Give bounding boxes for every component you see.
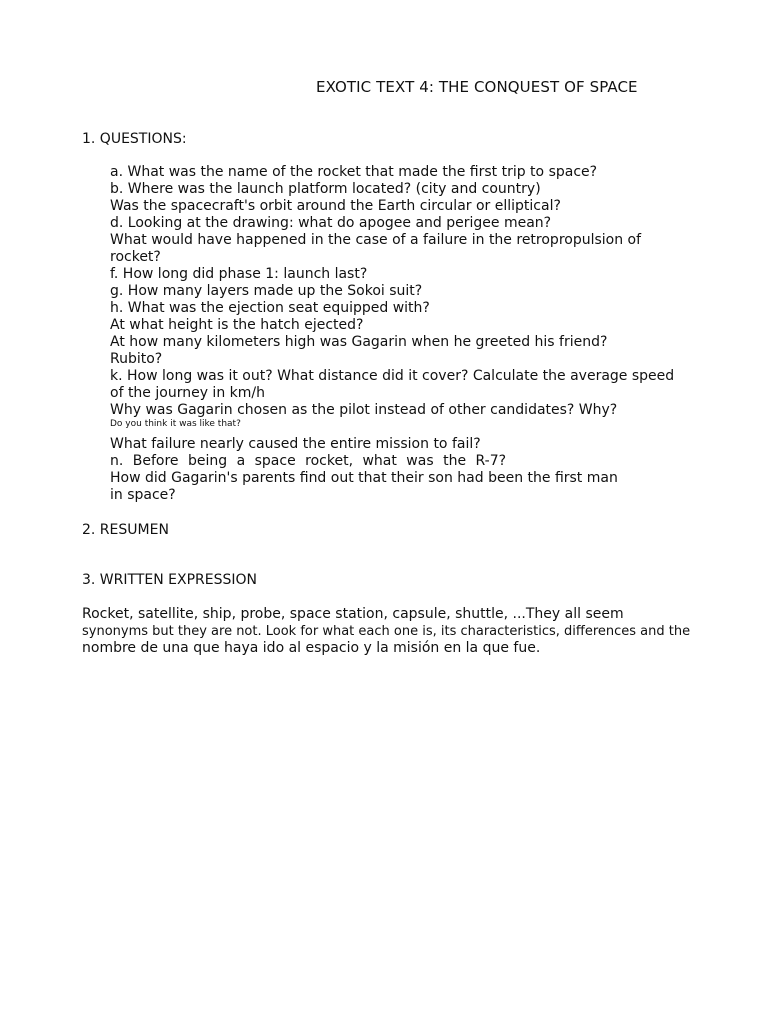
question-item: g. How many layers made up the Sokoi suit? [110, 283, 423, 299]
paragraph-line: Rocket, satellite, ship, probe, space station, capsule, shuttle, ...They all seem [82, 606, 624, 622]
question-item: How did Gagarin's parents find out that their son had been the first man [110, 470, 618, 486]
question-item: f. How long did phase 1: launch last? [110, 266, 368, 282]
question-item: a. What was the name of the rocket that made the first trip to space? [110, 164, 598, 180]
question-item: Rubito? [110, 351, 163, 367]
question-item: At what height is the hatch ejected? [110, 317, 364, 333]
written-expression-heading: 3. WRITTEN EXPRESSION [82, 572, 257, 588]
question-item: b. Where was the launch platform located? (city and country) [110, 181, 541, 197]
question-item: What would have happened in the case of a failure in the retropropulsion of [110, 232, 642, 248]
question-item: h. What was the ejection seat equipped with? [110, 300, 430, 316]
question-item: n. Before being a space rocket, what was the R-7? [110, 453, 507, 469]
question-item: k. How long was it out? What distance did it cover? Calculate the average speed [110, 368, 675, 384]
page-title: EXOTIC TEXT 4: THE CONQUEST OF SPACE [316, 78, 638, 96]
resumen-heading: 2. RESUMEN [82, 522, 169, 538]
questions-list [110, 164, 690, 504]
paragraph-line: synonyms but they are not. Look for what each one is, its characteristics, differences and the [82, 624, 691, 639]
question-item: What failure nearly caused the entire mission to fail? [110, 436, 481, 452]
question-item: Why was Gagarin chosen as the pilot instead of other candidates? Why? [110, 402, 618, 418]
question-item: of the journey in km/h [110, 385, 265, 401]
questions-heading: 1. QUESTIONS: [82, 131, 187, 147]
question-item: rocket? [110, 249, 161, 265]
question-item: At how many kilometers high was Gagarin when he greeted his friend? [110, 334, 608, 350]
question-item: in space? [110, 487, 176, 503]
paragraph-line: nombre de una que haya ido al espacio y la misión en la que fue. [82, 640, 541, 656]
question-item: Do you think it was like that? [110, 419, 241, 429]
question-item: d. Looking at the drawing: what do apogee and perigee mean? [110, 215, 552, 231]
written-expression-paragraph [82, 606, 722, 657]
question-item: Was the spacecraft's orbit around the Earth circular or elliptical? [110, 198, 561, 214]
